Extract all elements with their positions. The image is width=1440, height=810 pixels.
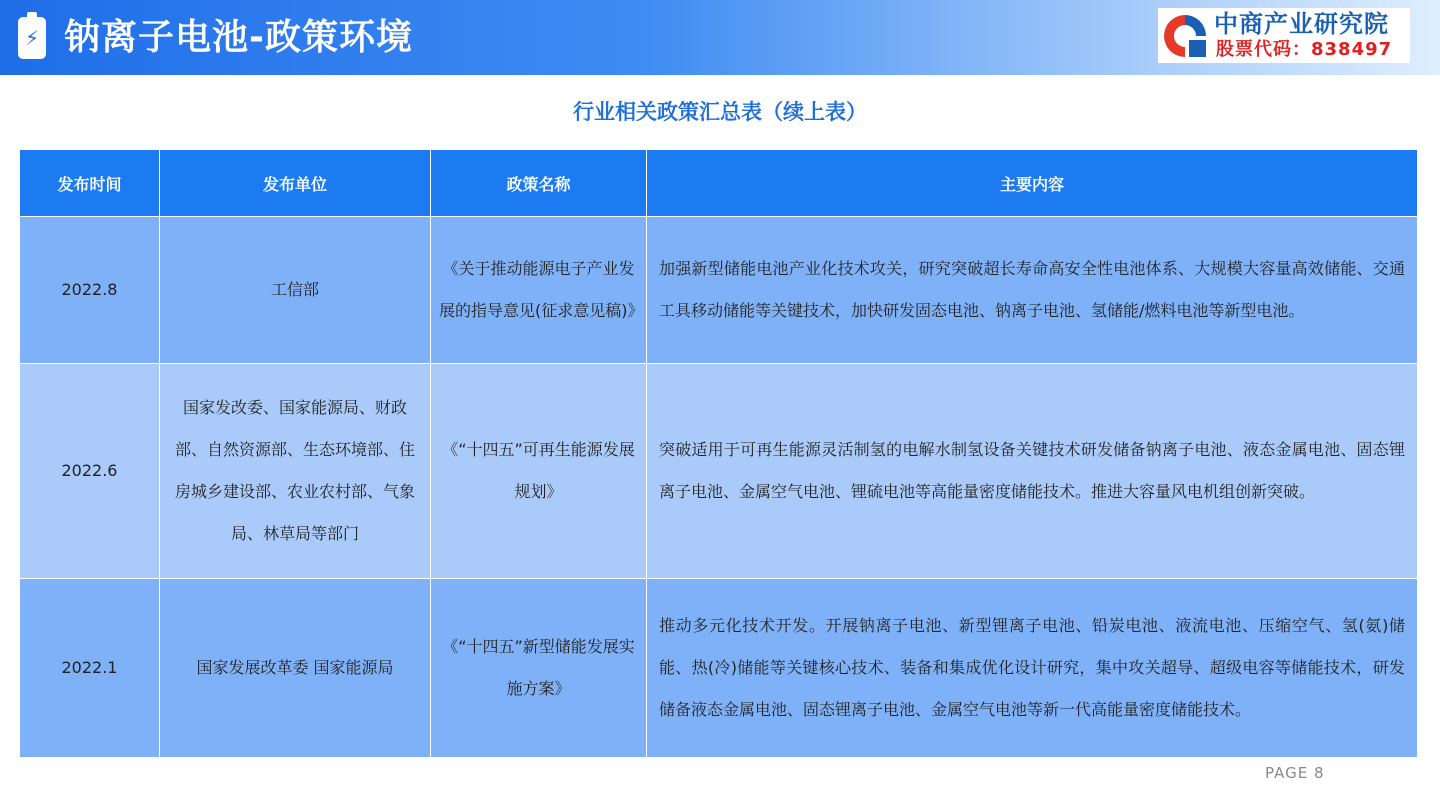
stock-code: 股票代码：838497: [1216, 39, 1393, 60]
column-header-content: 主要内容: [647, 150, 1418, 217]
cell-date: 2022.6: [20, 364, 160, 579]
table-row: [20, 364, 1418, 579]
cell-policy-name: 《“十四五”可再生能源发展规划》: [431, 364, 647, 579]
cell-unit: 国家发展改革委 国家能源局: [160, 579, 431, 758]
cell-content: 突破适用于可再生能源灵活制氢的电解水制氢设备关键技术研发储备钠离子电池、液态金属电池、固态锂离子电池、金属空气电池、锂硫电池等高能量密度储能技术。推进大容量风电机组创新突破。: [647, 364, 1418, 579]
company-logo: [1158, 8, 1410, 63]
cell-date: 2022.1: [20, 579, 160, 758]
column-header-unit: 发布单位: [160, 150, 431, 217]
page-number: PAGE 8: [1265, 764, 1325, 782]
cell-content: 加强新型储能电池产业化技术攻关，研究突破超长寿命高安全性电池体系、大规模大容量高效储能、交通工具移动储能等关键技术，加快研发固态电池、钠离子电池、氢储能/燃料电池等新型电池。: [647, 217, 1418, 364]
cell-content: 推动多元化技术开发。开展钠离子电池、新型锂离子电池、铅炭电池、液流电池、压缩空气、氢(氨)储能、热(冷)储能等关键核心技术、装备和集成优化设计研究，集中攻关超导、超级电容等储能技术，研发储备液态金属电池、固态锂离子电池、金属空气电池等新一代高能量密度储能技术。: [647, 579, 1418, 758]
page-title: 钠离子电池-政策环境: [64, 17, 413, 58]
cell-policy-name: 《关于推动能源电子产业发展的指导意见(征求意见稿)》: [431, 217, 647, 364]
table-title: 行业相关政策汇总表（续上表）: [573, 100, 867, 124]
cell-unit: 工信部: [160, 217, 431, 364]
cell-date: 2022.8: [20, 217, 160, 364]
table-row: [20, 217, 1418, 364]
battery-icon: ⚡: [18, 17, 46, 59]
zhongshang-logo-icon: [1160, 11, 1210, 61]
table-row: [20, 579, 1418, 758]
cell-unit: 国家发改委、国家能源局、财政部、自然资源部、生态环境部、住房城乡建设部、农业农村部、气象局、林草局等部门: [160, 364, 431, 579]
column-header-policy-name: 政策名称: [431, 150, 647, 217]
column-header-date: 发布时间: [20, 150, 160, 217]
logo-name: 中商产业研究院: [1214, 10, 1389, 38]
policy-table: [19, 149, 1418, 758]
cell-policy-name: 《“十四五”新型储能发展实施方案》: [431, 579, 647, 758]
table-header-row: [20, 150, 1418, 217]
